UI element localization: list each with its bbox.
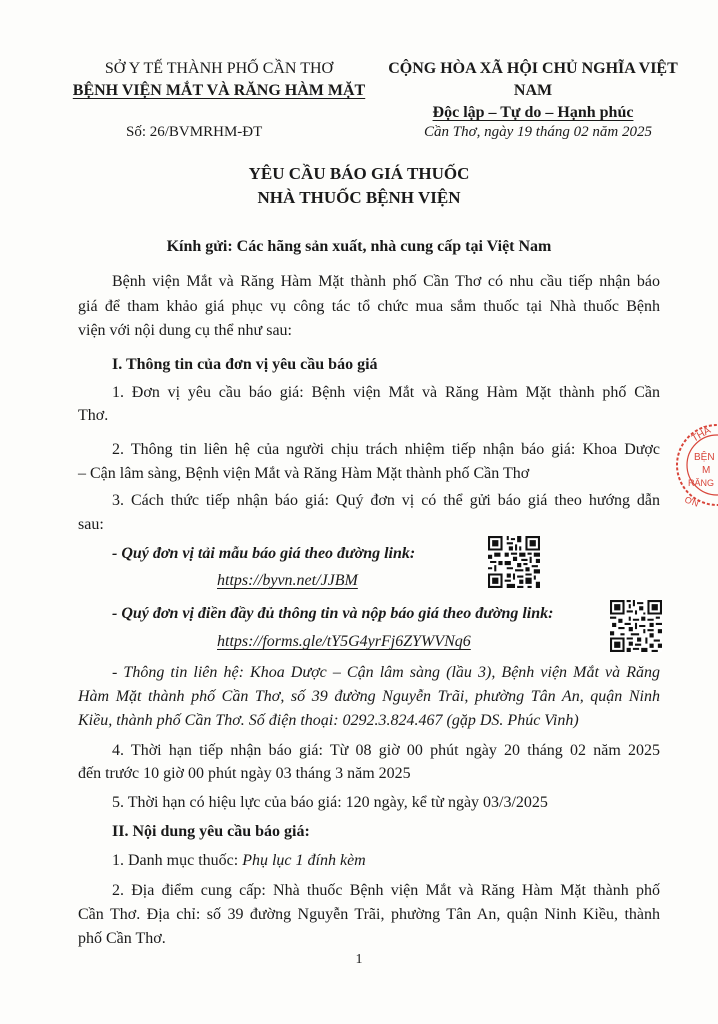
paragraph-line: Thơ. xyxy=(78,407,109,424)
paragraph-line xyxy=(112,852,366,870)
paragraph-line: 4. Thời hạn tiếp nhận báo giá: Từ 08 giờ 00 phút ngày 20 tháng 02 năm 2025 xyxy=(112,742,660,759)
section-heading: I. Thông tin của đơn vị yêu cầu báo giá xyxy=(112,356,378,373)
national-motto-block xyxy=(378,58,688,124)
intro-line: Bệnh viện Mắt và Răng Hàm Mặt thành phố Cần Thơ có nhu cầu tiếp nhận báo xyxy=(112,273,660,290)
document-number: Số: 26/BVMRHM-ĐT xyxy=(126,124,263,140)
paragraph-line: phố Cần Thơ. xyxy=(78,930,166,947)
issuer-block xyxy=(60,58,378,102)
download-instruction: - Quý đơn vị tải mẫu báo giá theo đường link: xyxy=(112,545,416,562)
paragraph-line: 2. Thông tin liên hệ của người chịu trách nhiệm tiếp nhận báo giá: Khoa Dược xyxy=(112,441,660,458)
contact-line: Kiều, thành phố Cần Thơ. Số điện thoại: 0292.3.824.467 (gặp DS. Phúc Vinh) xyxy=(78,712,579,729)
recipient-line: Kính gửi: Các hãng sản xuất, nhà cung cấp tại Việt Nam xyxy=(166,238,552,255)
paragraph-line: – Cận lâm sàng, Bệnh viện Mắt và Răng Hàm Mặt thành phố Cần Thơ xyxy=(78,465,530,482)
paragraph-line: Cần Thơ. Địa chỉ: số 39 đường Nguyễn Trãi, phường Tân An, quận Ninh Kiều, thành xyxy=(78,906,660,923)
page-number: 1 xyxy=(355,952,363,967)
submit-qr-code xyxy=(610,600,662,652)
contact-line: Hàm Mặt thành phố Cần Thơ, số 39 đường Nguyễn Trãi, phường Tân An, quận Ninh xyxy=(78,688,660,705)
download-link[interactable]: https://byvn.net/JJBM xyxy=(217,572,358,589)
issuer-hospital: BỆNH VIỆN MẮT VÀ RĂNG HÀM MẶT xyxy=(72,82,366,99)
paragraph-line: đến trước 10 giờ 00 phút ngày 03 tháng 3 năm 2025 xyxy=(78,765,411,782)
intro-line: viện với nội dung cụ thể như sau: xyxy=(78,322,292,339)
stamp-text: BỆN xyxy=(694,452,715,463)
issuer-department: SỞ Y TẾ THÀNH PHỐ CẦN THƠ xyxy=(104,60,334,77)
list-label: 1. Danh mục thuốc: xyxy=(112,852,243,869)
paragraph-line: 2. Địa điểm cung cấp: Nhà thuốc Bệnh viện Mắt và Răng Hàm Mặt thành phố xyxy=(112,882,660,899)
appendix-reference: Phụ lục 1 đính kèm xyxy=(242,852,366,869)
paragraph-line: 1. Đơn vị yêu cầu báo giá: Bệnh viện Mắt và Răng Hàm Mặt thành phố Cần xyxy=(112,384,660,401)
stamp-text: M xyxy=(702,465,711,476)
submit-link[interactable]: https://forms.gle/tY5G4yrFj6ZYWVNq6 xyxy=(217,633,471,650)
document-title: YÊU CẦU BÁO GIÁ THUỐC xyxy=(248,164,470,183)
document-date: Cần Thơ, ngày 19 tháng 02 năm 2025 xyxy=(424,124,653,140)
paragraph-line: sau: xyxy=(78,516,104,533)
stamp-text: RĂNG xyxy=(688,478,715,488)
contact-line: - Thông tin liên hệ: Khoa Dược – Cận lâm sàng (lầu 3), Bệnh viện Mắt và Răng xyxy=(112,664,660,681)
national-motto: Độc lập – Tự do – Hạnh phúc xyxy=(432,104,634,121)
stamp-text: ƠN xyxy=(683,494,701,509)
submit-instruction: - Quý đơn vị điền đầy đủ thông tin và nộp báo giá theo đường link: xyxy=(112,605,554,622)
paragraph-line: 3. Cách thức tiếp nhận báo giá: Quý đơn vị có thể gửi báo giá theo hướng dẫn xyxy=(112,492,660,509)
intro-line: giá để tham khảo giá phục vụ công tác tổ chức mua sắm thuốc tại Nhà thuốc Bệnh xyxy=(78,298,660,315)
document-subtitle: NHÀ THUỐC BỆNH VIỆN xyxy=(257,188,461,207)
section-heading: II. Nội dung yêu cầu báo giá: xyxy=(112,823,310,840)
red-seal-stamp xyxy=(672,420,718,510)
country-name: CỘNG HÒA XÃ HỘI CHỦ NGHĨA VIỆT NAM xyxy=(388,60,678,99)
download-qr-code xyxy=(488,536,540,588)
stamp-text: THÀ xyxy=(690,425,713,445)
paragraph-line: 5. Thời hạn có hiệu lực của báo giá: 120 ngày, kể từ ngày 03/3/2025 xyxy=(112,794,548,811)
